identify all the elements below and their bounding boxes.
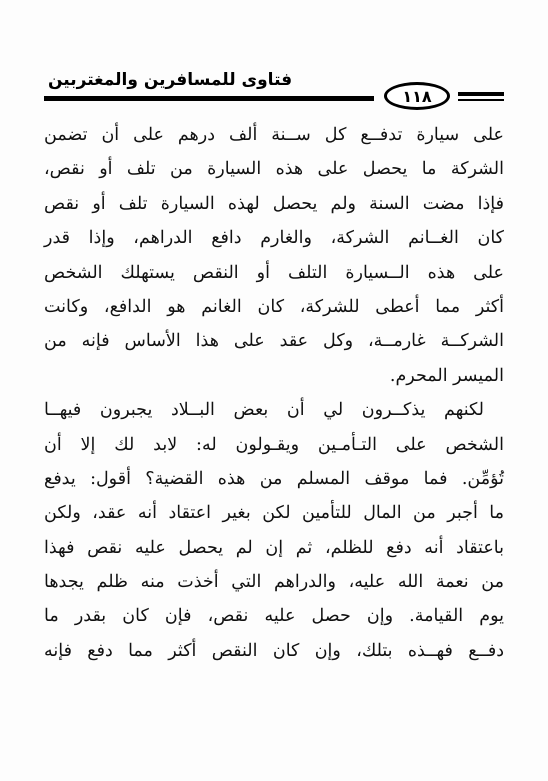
book-title: فتاوى للمسافرين والمغتربين bbox=[48, 70, 293, 90]
text-line: كان الغــانم الشركة، والغارم دافع الدراهم، وإذا قدر bbox=[44, 228, 504, 249]
text-line: تُؤمِّن. فما موقف المسلم من هذه القضية؟ أقول: يدفع bbox=[44, 468, 504, 489]
text-line: على هذه الــسيارة التلف أو النقص يستهلك الشخص bbox=[44, 262, 504, 283]
text-line: دفــع فهــذه بتلك، وإن كان النقص أكثر مما دفع فإنه bbox=[44, 640, 504, 661]
text-line: لكنهم يذكــرون لي أن بعض البــلاد يجبرون فيهــا bbox=[44, 400, 484, 421]
header-rule bbox=[458, 92, 504, 96]
text-line: الشخص على التـأمـين ويقـولون له: لابد لك إلا أن bbox=[44, 434, 504, 455]
text-line: ما أجبر من المال للتأمين لكن بغير اعتقاد أنه عقد، ولكن bbox=[44, 503, 504, 524]
text-line: الشركــة غارمــة، وكل عقد على هذا الأساس فإنه من bbox=[44, 331, 504, 352]
text-line: فإذا مضت السنة ولم يحصل لهذه السيارة تلف أو نقص bbox=[44, 193, 504, 214]
page-number: ١١٨ bbox=[384, 82, 450, 110]
text-line: الشركة ما يحصل على هذه السيارة من تلف أو نقص، bbox=[44, 159, 504, 180]
text-line: باعتقاد أنه دفع للظلم، ثم إن لم يحصل عليه نقص فهذا bbox=[44, 537, 504, 558]
text-line: من نعمة الله عليه، والدراهم التي أخذت منه ظلم يجدها bbox=[44, 572, 504, 593]
text-line: على سيارة تدفــع كل ســنة ألف درهم على أن تضمن bbox=[44, 125, 504, 145]
header-rule-thin bbox=[458, 99, 504, 101]
page-header bbox=[40, 62, 505, 110]
body-text bbox=[44, 118, 504, 668]
text-line: الميسر المحرم. bbox=[389, 365, 504, 386]
text-line: يوم القيامة. وإن حصل عليه نقص، فإن كان بقدر ما bbox=[44, 606, 504, 627]
text-line: أكثر مما أعطى للشركة، كان الغانم هو الدافع، وكانت bbox=[44, 296, 504, 317]
header-underline bbox=[44, 96, 374, 101]
